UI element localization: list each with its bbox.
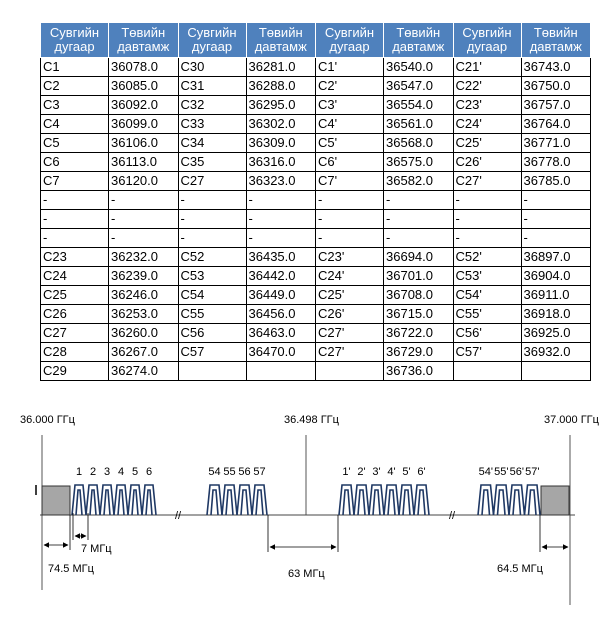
center-frequency-cell: 36911.0 — [521, 286, 591, 305]
center-frequency-cell: 36729.0 — [384, 343, 454, 362]
channel-number-cell: C7' — [316, 172, 384, 191]
center-frequency-cell: 36561.0 — [384, 115, 454, 134]
center-frequency-cell: 36295.0 — [246, 96, 316, 115]
table-row — [41, 58, 591, 77]
center-frequency-cell: 36736.0 — [384, 362, 454, 381]
channel-trapezoid — [128, 485, 142, 515]
header-channel-number: Сувгийн дугаар — [453, 23, 521, 58]
freq-end-label: 37.000 ГГц — [544, 414, 599, 426]
channel-trapezoid — [339, 485, 354, 515]
center-frequency-cell: - — [521, 210, 591, 229]
channel-number-cell: C33 — [178, 115, 246, 134]
channel-number-cell: C4' — [316, 115, 384, 134]
table-row — [41, 153, 591, 172]
table-row — [41, 229, 591, 248]
center-frequency-cell: 36771.0 — [521, 134, 591, 153]
table-row — [41, 286, 591, 305]
table-header-row — [41, 23, 591, 58]
channel-label: 5' — [402, 466, 411, 478]
center-frequency-cell — [246, 362, 316, 381]
center-frequency-cell: 36897.0 — [521, 248, 591, 267]
channel-number-cell: C30 — [178, 58, 246, 77]
center-frequency-cell: 36743.0 — [521, 58, 591, 77]
channel-number-cell: C23' — [453, 96, 521, 115]
channel-label: 55 — [223, 466, 236, 478]
freq-start-label: 36.000 ГГц — [20, 414, 75, 426]
channel-group-1-6 — [72, 466, 156, 515]
channel-label: 57' — [525, 466, 540, 478]
center-frequency-cell: 36764.0 — [521, 115, 591, 134]
channel-number-cell: C55' — [453, 305, 521, 324]
center-frequency-cell: 36582.0 — [384, 172, 454, 191]
header-channel-number: Сувгийн дугаар — [41, 23, 109, 58]
header-channel-number: Сувгийн дугаар — [316, 23, 384, 58]
channel-number-cell — [453, 362, 521, 381]
channel-group-54-57 — [207, 466, 267, 515]
channel-trapezoid — [478, 485, 494, 515]
center-frequency-cell: - — [384, 210, 454, 229]
channel-number-cell: C6 — [41, 153, 109, 172]
center-frequency-cell: - — [246, 191, 316, 210]
channel-trapezoid — [384, 485, 399, 515]
center-frequency-cell: 36099.0 — [109, 115, 179, 134]
table-row — [41, 324, 591, 343]
channel-number-cell: C27' — [316, 343, 384, 362]
channel-trapezoid — [369, 485, 384, 515]
center-frequency-cell: 36449.0 — [246, 286, 316, 305]
channel-label: 57 — [253, 466, 266, 478]
center-frequency-cell: 36281.0 — [246, 58, 316, 77]
channel-number-cell: C3' — [316, 96, 384, 115]
channel-number-cell: C24' — [316, 267, 384, 286]
channel-group-54p-57p — [478, 466, 540, 515]
channel-label: 2 — [89, 466, 97, 478]
header-center-frequency: Төвийн давтамж — [246, 23, 316, 58]
channel-label: 54 — [208, 466, 221, 478]
channel-label: 56' — [509, 466, 524, 478]
channel-number-cell: C25' — [453, 134, 521, 153]
channel-trapezoid — [252, 485, 267, 515]
center-frequency-cell: - — [384, 229, 454, 248]
channel-number-cell: C22' — [453, 77, 521, 96]
channel-number-cell: C23' — [316, 248, 384, 267]
channel-number-cell: - — [316, 191, 384, 210]
center-frequency-cell: - — [246, 210, 316, 229]
channel-trapezoid — [494, 485, 510, 515]
channel-label: 55' — [494, 466, 509, 478]
channel-number-cell: C23 — [41, 248, 109, 267]
channel-number-cell: C35 — [178, 153, 246, 172]
center-frequency-cell: 36442.0 — [246, 267, 316, 286]
center-frequency-cell: 36463.0 — [246, 324, 316, 343]
channel-trapezoid — [399, 485, 414, 515]
channel-number-cell: - — [316, 229, 384, 248]
center-frequency-cell: 36568.0 — [384, 134, 454, 153]
table-row — [41, 172, 591, 191]
channel-number-cell: - — [178, 210, 246, 229]
channel-label: 4 — [117, 466, 125, 478]
channel-label: 1' — [342, 466, 351, 478]
center-frequency-cell: 36092.0 — [109, 96, 179, 115]
channel-trapezoid — [142, 485, 156, 515]
header-center-frequency: Төвийн давтамж — [109, 23, 179, 58]
center-frequency-cell: 36540.0 — [384, 58, 454, 77]
channel-label: 6' — [417, 466, 426, 478]
table-row — [41, 210, 591, 229]
channel-label: 4' — [387, 466, 396, 478]
channel-number-cell: C57' — [453, 343, 521, 362]
channel-number-cell: C27' — [316, 324, 384, 343]
center-frequency-cell: - — [109, 191, 179, 210]
channel-label: 5 — [131, 466, 139, 478]
channel-number-cell: - — [41, 210, 109, 229]
channel-number-cell: C24' — [453, 115, 521, 134]
center-frequency-cell: 36113.0 — [109, 153, 179, 172]
channel-number-cell: C56' — [453, 324, 521, 343]
channel-number-cell — [316, 362, 384, 381]
center-frequency-cell: 36078.0 — [109, 58, 179, 77]
channel-number-cell: - — [453, 191, 521, 210]
center-frequency-cell: - — [384, 191, 454, 210]
channel-number-cell: C1 — [41, 58, 109, 77]
channel-number-cell: C53' — [453, 267, 521, 286]
center-frequency-cell: 36750.0 — [521, 77, 591, 96]
channel-frequency-table — [40, 22, 591, 381]
header-center-frequency: Төвийн давтамж — [521, 23, 591, 58]
table-row — [41, 134, 591, 153]
channel-trapezoid — [207, 485, 222, 515]
channel-trapezoid — [525, 485, 541, 515]
channel-number-cell: C52 — [178, 248, 246, 267]
channel-trapezoid — [114, 485, 128, 515]
center-frequency-cell: 36925.0 — [521, 324, 591, 343]
center-frequency-cell: 36267.0 — [109, 343, 179, 362]
center-frequency-cell: 36722.0 — [384, 324, 454, 343]
channel-number-cell: C25' — [316, 286, 384, 305]
guard-band-left — [42, 486, 70, 515]
center-frequency-cell: 36323.0 — [246, 172, 316, 191]
center-frequency-cell: 36715.0 — [384, 305, 454, 324]
table-row — [41, 191, 591, 210]
spacing-label: 7 МГц — [81, 543, 112, 555]
channel-number-cell: C5 — [41, 134, 109, 153]
center-frequency-cell: 36309.0 — [246, 134, 316, 153]
channel-trapezoid — [509, 485, 525, 515]
channel-number-cell: - — [316, 210, 384, 229]
channel-trapezoid — [222, 485, 237, 515]
center-frequency-cell: 36260.0 — [109, 324, 179, 343]
header-center-frequency: Төвийн давтамж — [384, 23, 454, 58]
channel-number-cell: C55 — [178, 305, 246, 324]
channel-number-cell: C21' — [453, 58, 521, 77]
gap-center-label: 63 МГц — [288, 568, 325, 580]
channel-number-cell: C53 — [178, 267, 246, 286]
center-frequency-cell: 36316.0 — [246, 153, 316, 172]
channel-number-cell: C5' — [316, 134, 384, 153]
channel-number-cell: C27 — [178, 172, 246, 191]
channel-trapezoid — [100, 485, 114, 515]
table-row — [41, 248, 591, 267]
channel-number-cell: C6' — [316, 153, 384, 172]
channel-number-cell: C26 — [41, 305, 109, 324]
channel-number-cell: C57 — [178, 343, 246, 362]
center-frequency-cell: 36435.0 — [246, 248, 316, 267]
channel-label: 6 — [145, 466, 153, 478]
table-row — [41, 362, 591, 381]
channel-label: 2' — [357, 466, 366, 478]
channel-number-cell: C34 — [178, 134, 246, 153]
center-frequency-cell: 36904.0 — [521, 267, 591, 286]
center-frequency-cell: 36785.0 — [521, 172, 591, 191]
channel-number-cell: C4 — [41, 115, 109, 134]
center-frequency-cell: 36932.0 — [521, 343, 591, 362]
channel-trapezoid — [72, 485, 86, 515]
channel-number-cell: C26' — [453, 153, 521, 172]
table-row — [41, 96, 591, 115]
axis-break-mark-left: // — [175, 510, 182, 522]
channel-number-cell: C2' — [316, 77, 384, 96]
center-frequency-cell: 36085.0 — [109, 77, 179, 96]
center-frequency-cell: 36239.0 — [109, 267, 179, 286]
channel-number-cell — [178, 362, 246, 381]
channel-number-cell: - — [453, 210, 521, 229]
channel-number-cell: C29 — [41, 362, 109, 381]
channel-number-cell: C54' — [453, 286, 521, 305]
center-frequency-cell: - — [521, 191, 591, 210]
center-frequency-cell: 36694.0 — [384, 248, 454, 267]
axis-break-mark-right: // — [449, 510, 456, 522]
table-row — [41, 343, 591, 362]
center-frequency-cell: 36757.0 — [521, 96, 591, 115]
center-frequency-cell: 36120.0 — [109, 172, 179, 191]
guard-left-label: 74.5 МГц — [48, 563, 94, 575]
center-frequency-cell: 36302.0 — [246, 115, 316, 134]
center-frequency-cell: 36470.0 — [246, 343, 316, 362]
channel-trapezoid — [237, 485, 252, 515]
center-frequency-cell: 36232.0 — [109, 248, 179, 267]
channel-number-cell: C1' — [316, 58, 384, 77]
channel-number-cell: C54 — [178, 286, 246, 305]
channel-number-cell: C31 — [178, 77, 246, 96]
channel-number-cell: C52' — [453, 248, 521, 267]
header-channel-number: Сувгийн дугаар — [178, 23, 246, 58]
guard-right-label: 64.5 МГц — [497, 563, 543, 575]
center-frequency-cell: - — [109, 210, 179, 229]
center-frequency-cell: 36253.0 — [109, 305, 179, 324]
table-row — [41, 267, 591, 286]
channel-number-cell: C3 — [41, 96, 109, 115]
channel-label: 1 — [75, 466, 83, 478]
center-frequency-cell: 36708.0 — [384, 286, 454, 305]
center-frequency-cell: 36547.0 — [384, 77, 454, 96]
center-frequency-cell: 36456.0 — [246, 305, 316, 324]
center-frequency-cell: - — [521, 229, 591, 248]
center-frequency-cell: 36106.0 — [109, 134, 179, 153]
channel-trapezoid — [414, 485, 429, 515]
center-frequency-cell: 36778.0 — [521, 153, 591, 172]
channel-label: 56 — [238, 466, 251, 478]
channel-number-cell: - — [41, 191, 109, 210]
channel-number-cell: C28 — [41, 343, 109, 362]
center-frequency-cell: 36274.0 — [109, 362, 179, 381]
channel-number-cell: C7 — [41, 172, 109, 191]
table-row — [41, 77, 591, 96]
center-frequency-cell — [521, 362, 591, 381]
center-frequency-cell: 36701.0 — [384, 267, 454, 286]
channel-number-cell: C32 — [178, 96, 246, 115]
channel-number-cell: C25 — [41, 286, 109, 305]
table-row — [41, 305, 591, 324]
table-row — [41, 115, 591, 134]
frequency-plan-diagram — [0, 400, 613, 631]
channel-number-cell: C26' — [316, 305, 384, 324]
channel-label: 54' — [478, 466, 493, 478]
center-frequency-cell: 36288.0 — [246, 77, 316, 96]
channel-number-cell: - — [178, 229, 246, 248]
guard-band-right — [541, 486, 569, 515]
center-frequency-cell: - — [246, 229, 316, 248]
channel-number-cell: C24 — [41, 267, 109, 286]
center-frequency-cell: 36575.0 — [384, 153, 454, 172]
center-frequency-cell: 36918.0 — [521, 305, 591, 324]
channel-number-cell: - — [178, 191, 246, 210]
channel-number-cell: C56 — [178, 324, 246, 343]
channel-number-cell: - — [453, 229, 521, 248]
channel-group-1p-6p — [339, 466, 429, 515]
channel-number-cell: C27' — [453, 172, 521, 191]
channel-label: 3' — [372, 466, 381, 478]
freq-mid-label: 36.498 ГГц — [284, 414, 339, 426]
channel-label: 3 — [103, 466, 111, 478]
center-frequency-cell: - — [109, 229, 179, 248]
channel-number-cell: C27 — [41, 324, 109, 343]
channel-number-cell: - — [41, 229, 109, 248]
center-frequency-cell: 36554.0 — [384, 96, 454, 115]
center-frequency-cell: 36246.0 — [109, 286, 179, 305]
channel-trapezoid — [86, 485, 100, 515]
channel-trapezoid — [354, 485, 369, 515]
channel-number-cell: C2 — [41, 77, 109, 96]
